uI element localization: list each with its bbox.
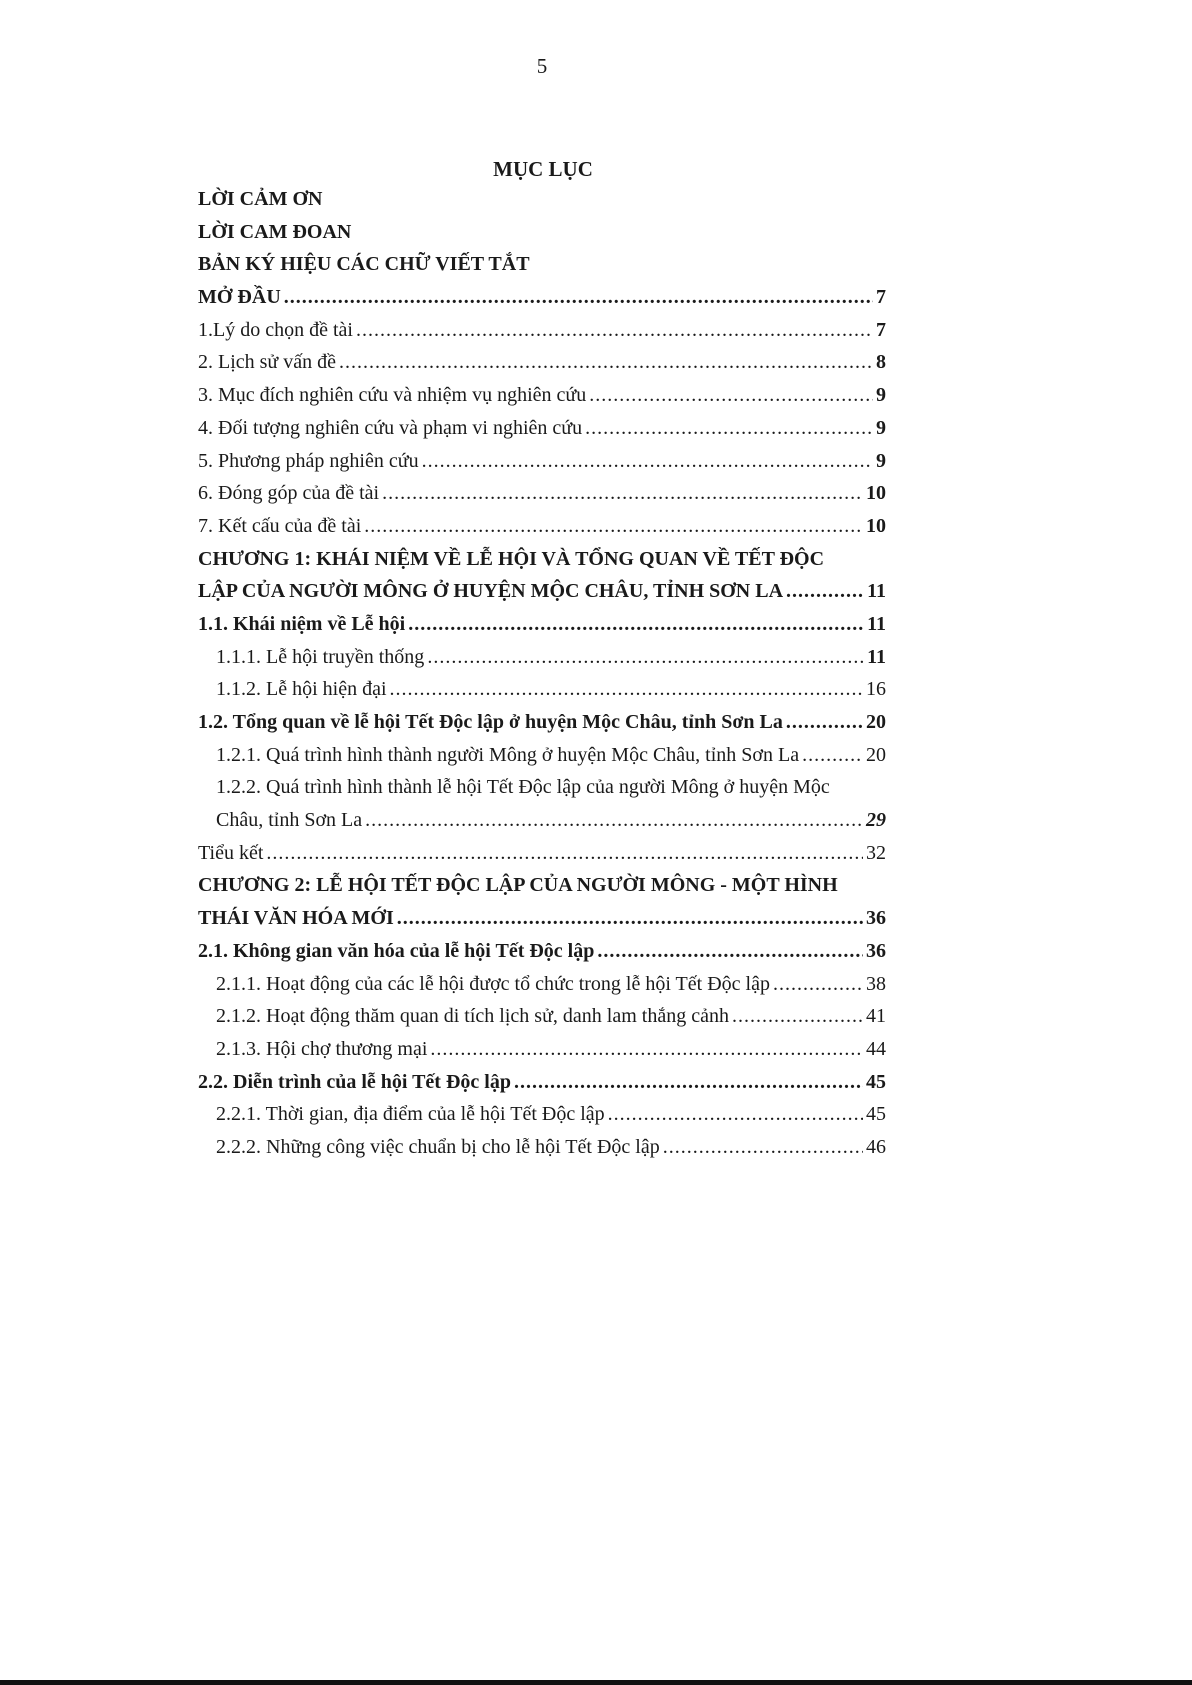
toc-entry bbox=[198, 281, 886, 314]
toc-leader-dots bbox=[585, 412, 873, 445]
toc-entry bbox=[198, 673, 886, 706]
table-of-contents bbox=[198, 183, 886, 1164]
toc-entry-page: 46 bbox=[866, 1135, 886, 1158]
toc-leader-dots bbox=[786, 706, 863, 739]
toc-entry bbox=[198, 445, 886, 478]
toc-entry-text: 6. Đóng góp của đề tài bbox=[198, 482, 380, 505]
toc-entry bbox=[198, 216, 886, 249]
toc-entry-text: 2.2.2. Những công việc chuẩn bị cho lễ hội Tết Độc lập bbox=[216, 1135, 660, 1158]
toc-entry bbox=[198, 771, 886, 804]
toc-title: MỤC LỤC bbox=[493, 157, 593, 181]
toc-entry-text: LỜI CẢM ƠN bbox=[198, 188, 323, 210]
toc-leader-dots bbox=[339, 346, 873, 379]
toc-entry-page: 20 bbox=[866, 743, 886, 766]
toc-leader-dots bbox=[382, 477, 863, 510]
toc-leader-dots bbox=[408, 608, 864, 641]
toc-leader-dots bbox=[589, 379, 873, 412]
toc-entry bbox=[198, 902, 886, 935]
toc-leader-dots bbox=[365, 804, 863, 837]
toc-entry-text: 1.2.1. Quá trình hình thành người Mông ở huyện Mộc Châu, tỉnh Sơn La bbox=[216, 743, 800, 766]
toc-entry-page: 45 bbox=[866, 1070, 886, 1093]
toc-entry-page: 36 bbox=[866, 939, 886, 962]
toc-leader-dots bbox=[430, 1033, 863, 1066]
toc-entry-page: 36 bbox=[866, 907, 886, 930]
toc-entry-page: 11 bbox=[867, 580, 886, 603]
toc-entry-text: MỞ ĐẦU bbox=[198, 286, 281, 309]
toc-entry-page: 8 bbox=[876, 351, 886, 374]
toc-entry-text: 2.2.1. Thời gian, địa điểm của lễ hội Tết Độc lập bbox=[216, 1103, 605, 1126]
toc-leader-dots bbox=[266, 837, 863, 870]
toc-entry bbox=[198, 837, 886, 870]
toc-entry-page: 7 bbox=[876, 286, 886, 309]
toc-entry-text: THÁI VĂN HÓA MỚI bbox=[198, 907, 394, 930]
toc-entry-page: 7 bbox=[876, 318, 886, 341]
toc-entry bbox=[198, 346, 886, 379]
toc-leader-dots bbox=[663, 1131, 863, 1164]
toc-entry-text: LẬP CỦA NGƯỜI MÔNG Ở HUYỆN MỘC CHÂU, TỈNH SƠN LA bbox=[198, 580, 784, 603]
toc-entry bbox=[198, 641, 886, 674]
toc-leader-dots bbox=[364, 510, 863, 543]
toc-entry-text: 1.1.2. Lễ hội hiện đại bbox=[216, 678, 387, 701]
toc-entry bbox=[198, 1066, 886, 1099]
toc-entry bbox=[198, 804, 886, 837]
toc-leader-dots bbox=[422, 445, 873, 478]
toc-entry-page: 9 bbox=[876, 384, 886, 407]
toc-entry-text: 2.1.1. Hoạt động của các lễ hội được tổ chức trong lễ hội Tết Độc lập bbox=[216, 972, 770, 995]
toc-entry-page: 10 bbox=[866, 482, 886, 505]
toc-leader-dots bbox=[608, 1098, 863, 1131]
toc-entry bbox=[198, 935, 886, 968]
toc-entry-text: 1.1. Khái niệm về Lễ hội bbox=[198, 612, 406, 635]
toc-entry bbox=[198, 706, 886, 739]
toc-entry-page: 9 bbox=[876, 416, 886, 439]
toc-entry-text: 7. Kết cấu của đề tài bbox=[198, 514, 362, 537]
toc-leader-dots bbox=[427, 641, 864, 674]
toc-leader-dots bbox=[397, 902, 863, 935]
toc-leader-dots bbox=[773, 968, 863, 1001]
toc-leader-dots bbox=[732, 1000, 863, 1033]
toc-entry-text: 4. Đối tượng nghiên cứu và phạm vi nghiên cứu bbox=[198, 416, 583, 439]
toc-entry-page: 44 bbox=[866, 1037, 886, 1060]
toc-entry bbox=[198, 510, 886, 543]
toc-entry-text: 5. Phương pháp nghiên cứu bbox=[198, 449, 419, 472]
toc-entry bbox=[198, 412, 886, 445]
toc-entry-text: 1.Lý do chọn đề tài bbox=[198, 318, 353, 341]
toc-entry-text: 2.1. Không gian văn hóa của lễ hội Tết Độc lập bbox=[198, 939, 595, 962]
toc-entry bbox=[198, 739, 886, 772]
toc-entry-text: 2.1.2. Hoạt động thăm quan di tích lịch sử, danh lam thắng cảnh bbox=[216, 1005, 729, 1028]
toc-entry bbox=[198, 869, 886, 902]
toc-leader-dots bbox=[802, 739, 863, 772]
toc-entry-page: 38 bbox=[866, 972, 886, 995]
toc-entry bbox=[198, 183, 886, 216]
toc-entry-text: 2.1.3. Hội chợ thương mại bbox=[216, 1037, 428, 1060]
toc-entry-text: BẢN KÝ HIỆU CÁC CHỮ VIẾT TẮT bbox=[198, 253, 530, 276]
toc-entry-page: 20 bbox=[866, 711, 886, 733]
toc-entry bbox=[198, 248, 886, 281]
toc-leader-dots bbox=[284, 281, 873, 314]
toc-leader-dots bbox=[597, 935, 863, 968]
toc-leader-dots bbox=[356, 314, 873, 347]
toc-entry bbox=[198, 968, 886, 1001]
toc-entry bbox=[198, 477, 886, 510]
toc-entry-page: 10 bbox=[866, 514, 886, 537]
page-number: 5 bbox=[536, 54, 548, 78]
toc-leader-dots bbox=[514, 1066, 863, 1099]
toc-entry bbox=[198, 379, 886, 412]
toc-entry-text: 3. Mục đích nghiên cứu và nhiệm vụ nghiên cứu bbox=[198, 384, 587, 407]
toc-entry-page: 41 bbox=[866, 1005, 886, 1028]
toc-entry bbox=[198, 1033, 886, 1066]
toc-entry-text: LỜI CAM ĐOAN bbox=[198, 220, 352, 243]
toc-entry-text: CHƯƠNG 2: LỄ HỘI TẾT ĐỘC LẬP CỦA NGƯỜI MÔNG - MỘT HÌNH bbox=[198, 874, 838, 897]
toc-entry-text: 1.2. Tổng quan về lễ hội Tết Độc lập ở huyện Mộc Châu, tỉnh Sơn La bbox=[198, 711, 783, 733]
toc-entry-text: 2. Lịch sử vấn đề bbox=[198, 351, 337, 374]
toc-entry-text: 2.2. Diễn trình của lễ hội Tết Độc lập bbox=[198, 1070, 511, 1093]
toc-leader-dots bbox=[390, 673, 863, 706]
toc-entry-text: 1.1.1. Lễ hội truyền thống bbox=[216, 645, 425, 668]
toc-entry-page: 16 bbox=[866, 678, 886, 701]
toc-entry bbox=[198, 1000, 886, 1033]
toc-entry bbox=[198, 608, 886, 641]
toc-leader-dots bbox=[786, 575, 864, 608]
toc-entry bbox=[198, 1098, 886, 1131]
toc-entry-page: 9 bbox=[876, 449, 886, 472]
toc-entry-page: 11 bbox=[867, 645, 886, 668]
toc-entry-text: Tiểu kết bbox=[198, 841, 264, 864]
toc-entry-text: 1.2.2. Quá trình hình thành lễ hội Tết Độc lập của người Mông ở huyện Mộc bbox=[216, 776, 830, 799]
bottom-rule bbox=[0, 1680, 1192, 1685]
toc-entry bbox=[198, 543, 886, 576]
toc-entry bbox=[198, 1131, 886, 1164]
toc-entry-page: 11 bbox=[867, 612, 886, 635]
toc-entry bbox=[198, 314, 886, 347]
toc-entry-page: 29 bbox=[866, 809, 886, 832]
toc-entry bbox=[198, 575, 886, 608]
toc-entry-text: CHƯƠNG 1: KHÁI NIỆM VỀ LỄ HỘI VÀ TỔNG QUAN VỀ TẾT ĐỘC bbox=[198, 547, 825, 570]
toc-entry-text: Châu, tỉnh Sơn La bbox=[216, 809, 363, 832]
toc-entry-page: 45 bbox=[866, 1103, 886, 1126]
toc-entry-page: 32 bbox=[866, 841, 886, 864]
